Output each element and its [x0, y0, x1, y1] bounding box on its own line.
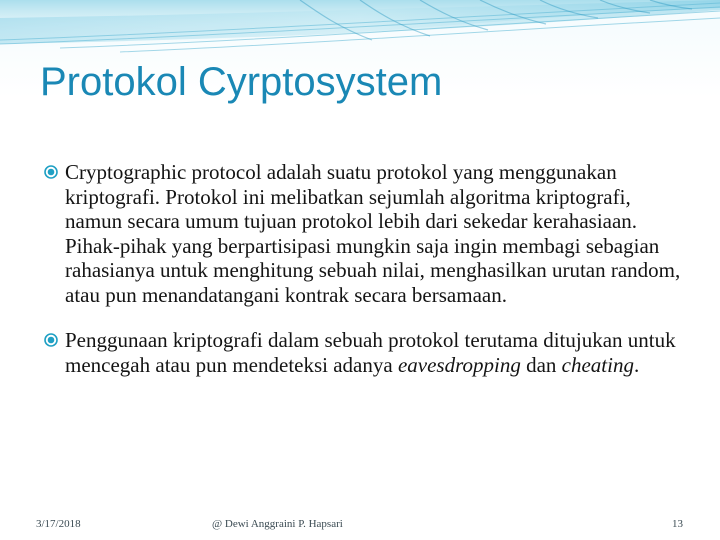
- bullet-item: [44, 160, 684, 307]
- bullet-text-part: dan: [520, 352, 562, 377]
- bullet-item: [44, 328, 684, 377]
- circle-bullet-icon: [44, 333, 58, 347]
- bullet-text-part: Penggunaan kriptografi dalam sebuah protokol terutama ditujukan untuk mencegah atau pun mendeteksi adanya: [65, 328, 676, 377]
- italic-term: eavesdropping: [397, 352, 521, 377]
- circle-bullet-icon: [44, 165, 58, 179]
- bullet-list: [44, 160, 684, 398]
- page-number: 13: [672, 518, 683, 530]
- footer-author: @ Dewi Anggraini P. Hapsari: [212, 518, 343, 530]
- bullet-text: [65, 328, 676, 377]
- footer-date: 3/17/2018: [36, 518, 81, 530]
- bullet-text-part: .: [633, 352, 640, 377]
- slide-title: Protokol Cyrptosystem: [40, 60, 443, 104]
- italic-term: cheating: [561, 352, 634, 377]
- bullet-text: Cryptographic protocol adalah suatu protokol yang menggunakan kriptografi. Protokol ini melibatkan sejumlah algoritma kriptografi, namun secara umum tujuan protokol lebih dari sekedar kerahasiaan. Pihak-pihak yang berpartisipasi mungkin saja ingin membagi sebagian rahasianya untuk menghitung sebuah nilai, menghasilkan urutan random, atau pun menandatangani kontrak secara bersamaan.: [65, 160, 681, 307]
